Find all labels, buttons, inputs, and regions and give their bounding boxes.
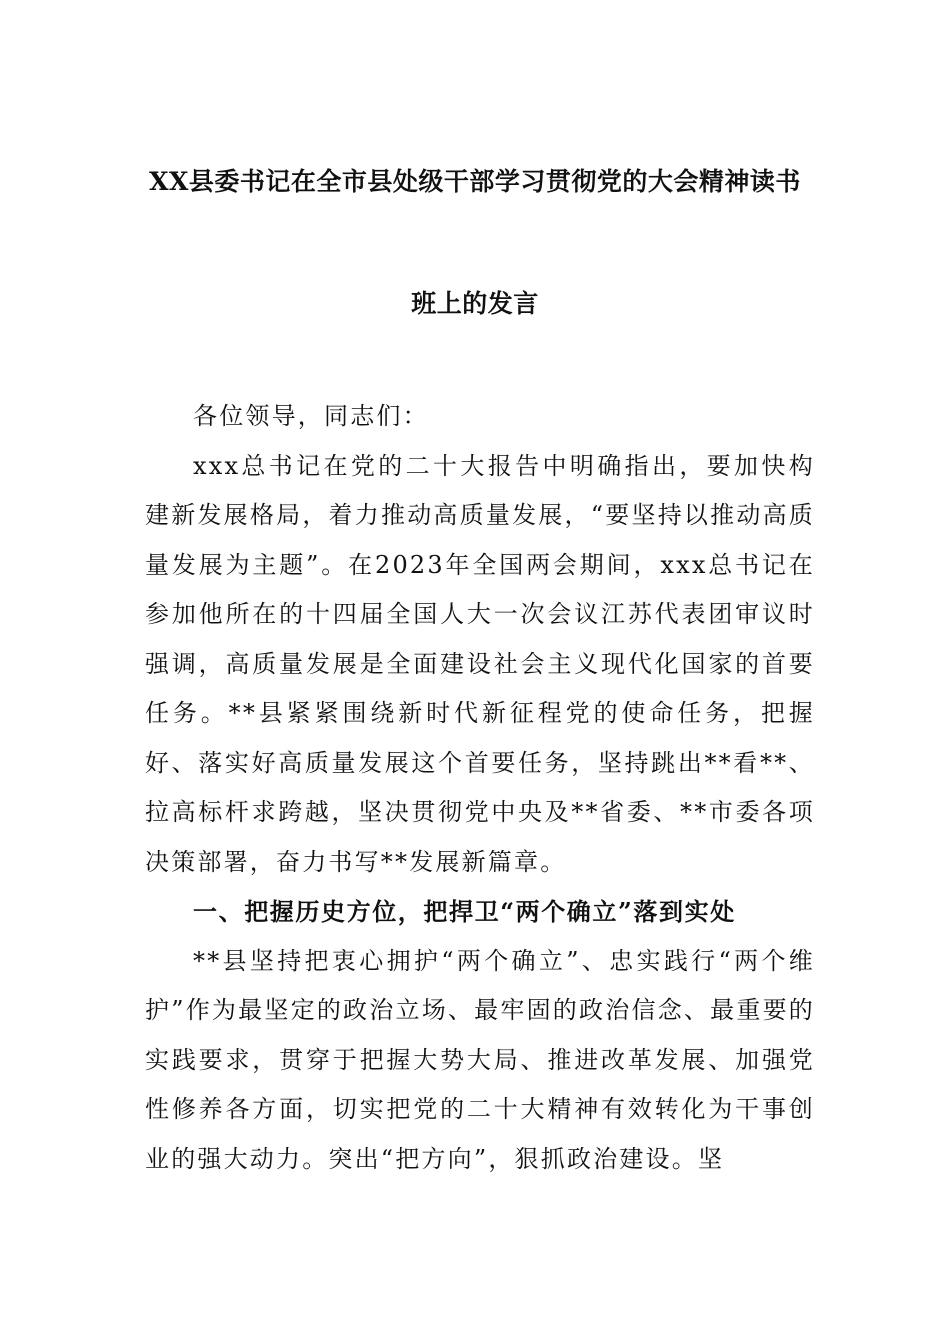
document-title-line-2: 班上的发言: [411, 289, 539, 318]
document-body: [145, 392, 815, 1184]
document-title-line-1: XX县委书记在全市县处级干部学习贯彻党的大会精神读书: [149, 167, 801, 196]
salutation: 各位领导，同志们：: [193, 402, 429, 430]
section-heading: 一、把握历史方位，把捍卫“两个确立”落到实处: [193, 897, 736, 926]
paragraph: xxx总书记在党的二十大报告中明确指出，要加快构建新发展格局，着力推动高质量发展，“要坚持以推动高质量发展为主题”。在2023年全国两会期间，xxx总书记在参加他所在的十四届全国人大一次会议江苏代表团审议时强调，高质量发展是全面建设社会主义现代化国家的首要任务。**县紧紧围绕新时代新征程党的使命任务，把握好、落实好高质量发展这个首要任务，坚持跳出**看**、拉高标杆求跨越，坚决贯彻党中央及**省委、**市委各项决策部署，奋力书写**发展新篇章。: [145, 451, 815, 876]
paragraph: **县坚持把衷心拥护“两个确立”、忠实践行“两个维护”作为最坚定的政治立场、最牢固的政治信念、最重要的实践要求，贯穿于把握大势大局、推进改革发展、加强党性修养各方面，切实把党的二十大精神有效转化为干事创业的强大动力。突出“把方向”，狠抓政治建设。坚: [145, 946, 815, 1173]
